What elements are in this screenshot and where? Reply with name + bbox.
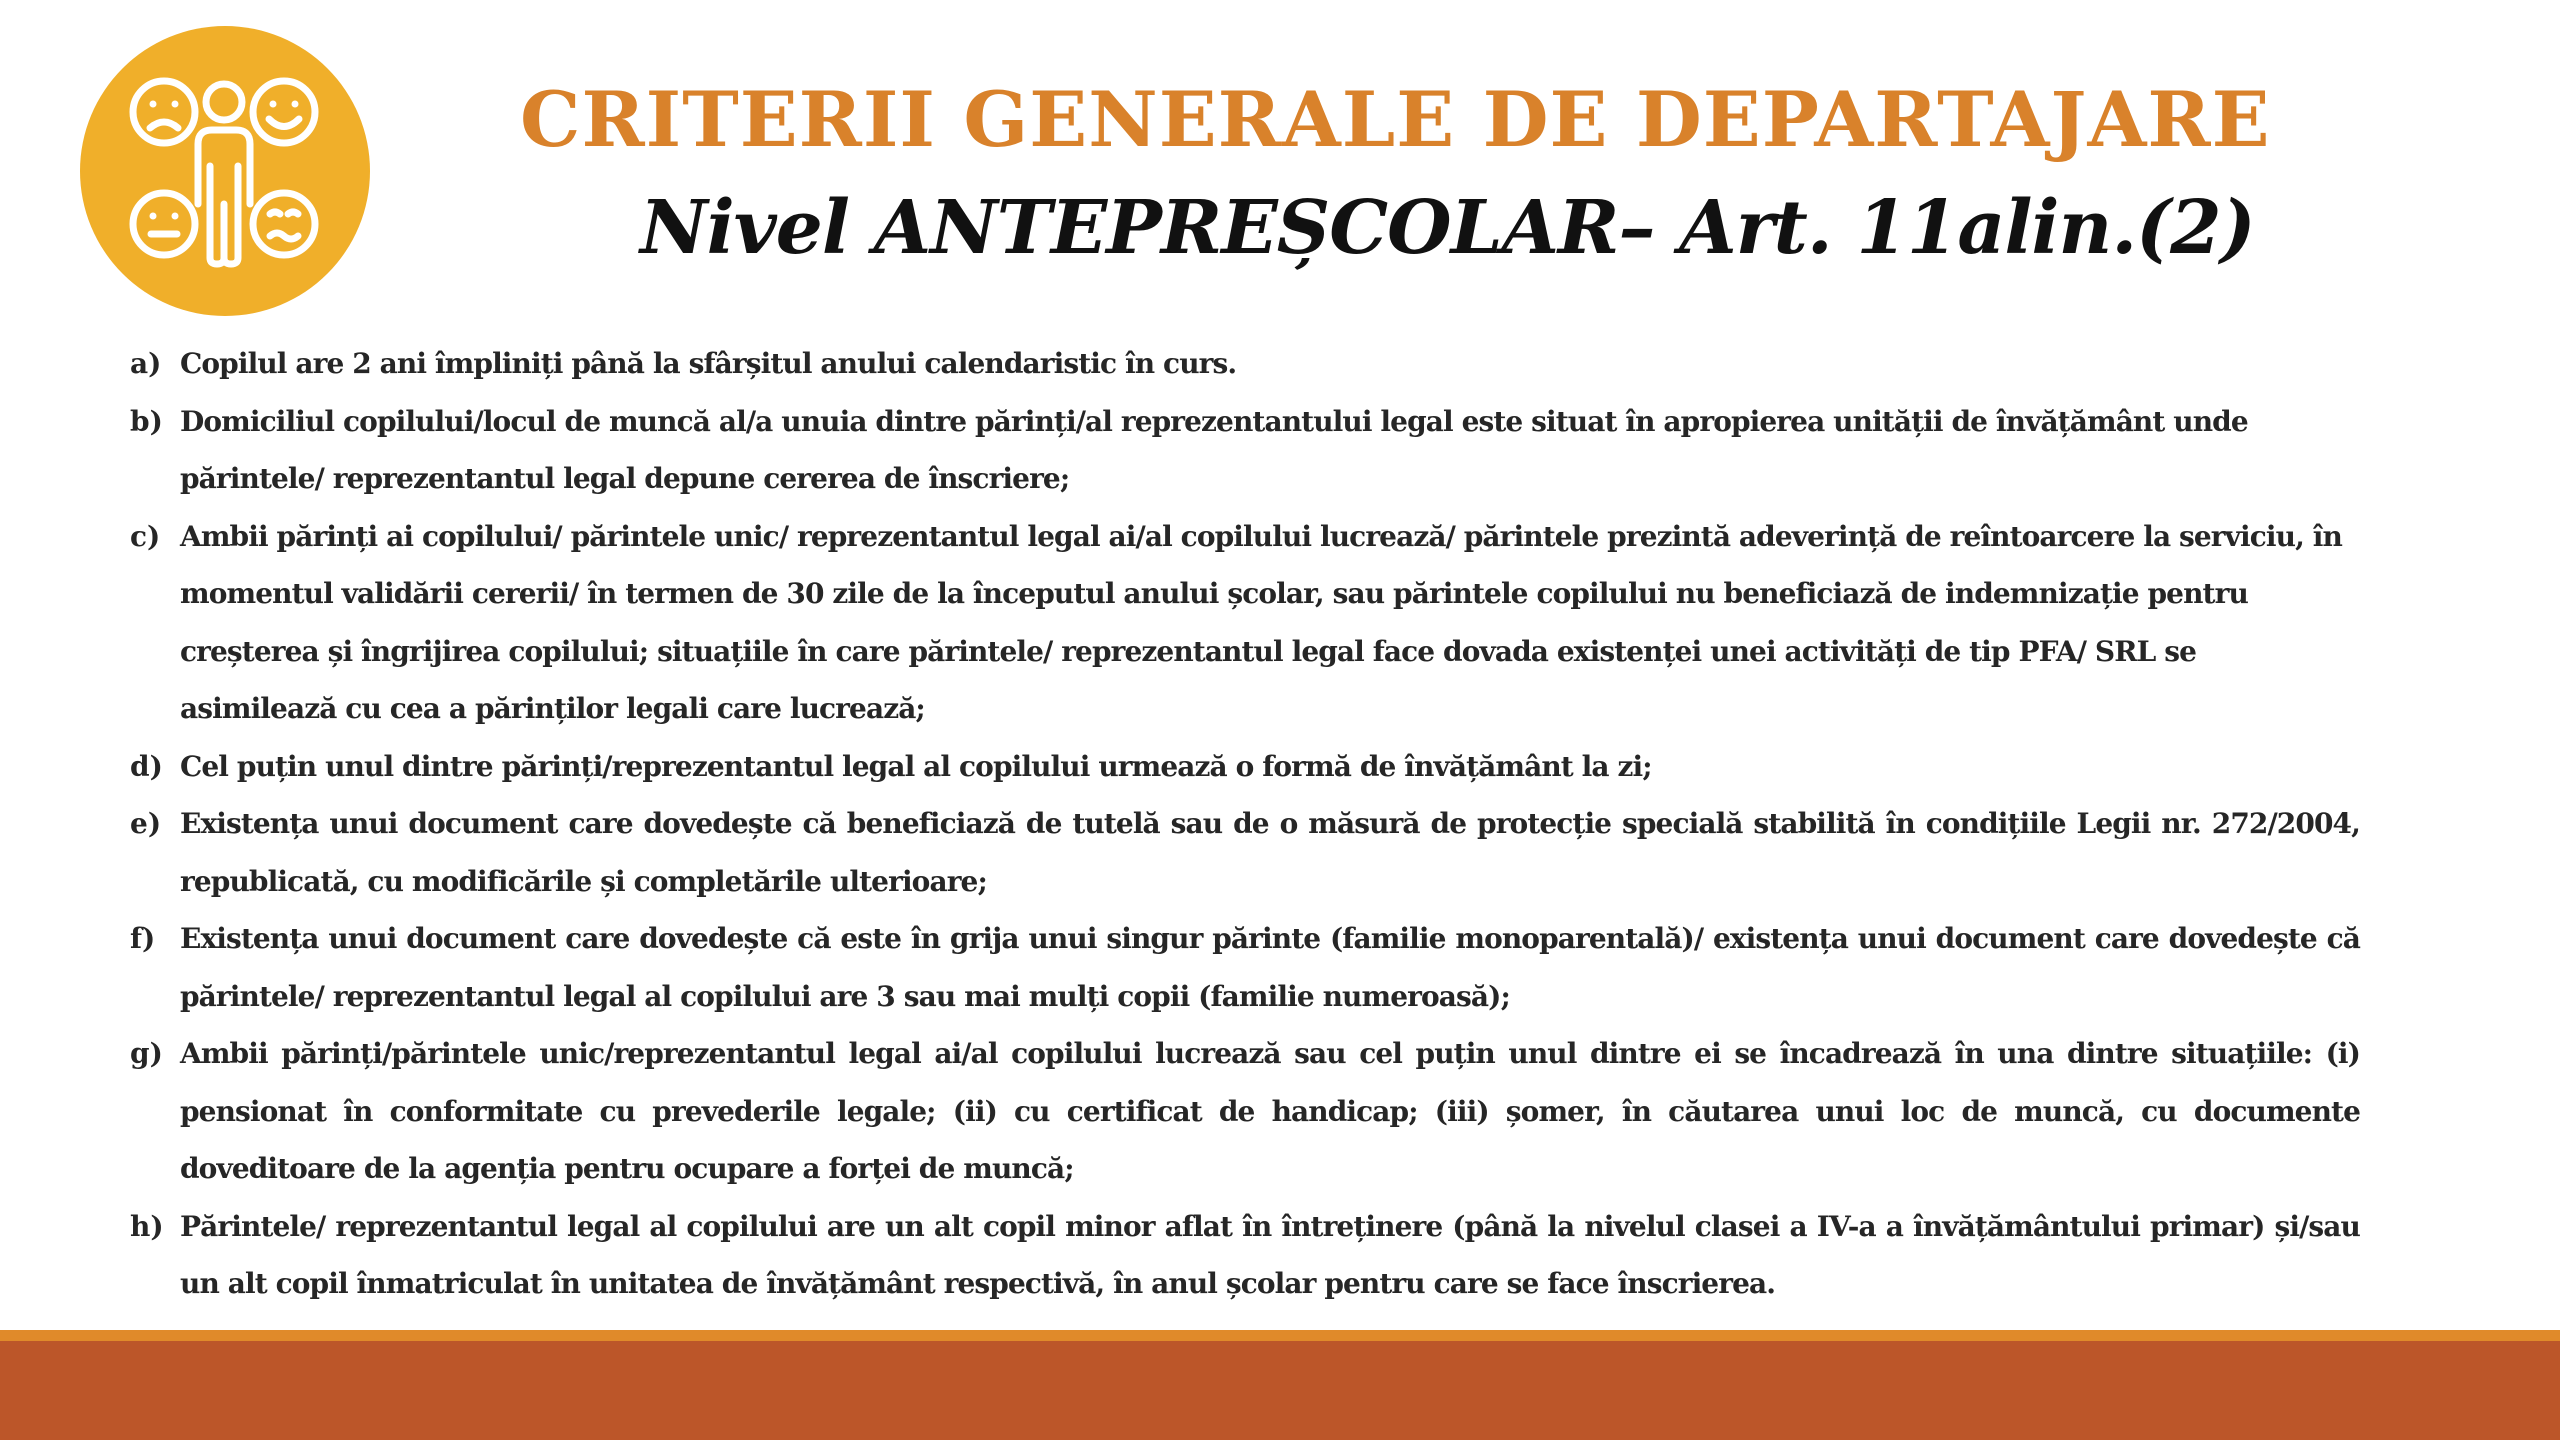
criteria-letter: b) (130, 404, 163, 438)
criteria-item (130, 1198, 2360, 1313)
page-title: CRITERII GENERALE DE DEPARTAJARE (520, 75, 2271, 164)
criteria-text: Copilul are 2 ani împliniți până la sfârșitul anului calendaristic în curs. (180, 347, 1237, 380)
criteria-letter: g) (130, 1037, 163, 1070)
criteria-letter: d) (130, 749, 163, 783)
criteria-text: Ambii părinți ai copilului/ părintele unic/ reprezentantul legal ai/al copilului lucrează/ părintele prezintă adeverință de reîntoarcere la serviciu, în momentul validării cererii/ în termen de 30 zile de la începutul anului școlar, sau părintele copilului nu beneficiază de indemnizație pentru creșterea și îngrijirea copilului; situațiile în care părintele/ reprezentantul legal face dovada existenței unei activități de tip PFA/ SRL se asimilează cu cea a părinților legali care lucrează; (180, 519, 2343, 725)
criteria-item (130, 795, 2360, 910)
criteria-text: Existența unui document care dovedește că este în grija unui singur părinte (familie monoparentală)/ existența unui document care dovedește că părintele/ reprezentantul legal al copilului are 3 sau mai mulți copii (familie numeroasă); (180, 922, 2360, 1013)
criteria-text: Domiciliul copilului/locul de muncă al/a unuia dintre părinți/al reprezentantului legal este situat în apropierea unității de învățământ unde părintele/ reprezentantul legal depune cererea de înscriere; (180, 404, 2248, 495)
criteria-item (130, 335, 2360, 393)
criteria-letter: c) (130, 519, 161, 553)
criteria-letter: e) (130, 807, 162, 840)
footer-band (0, 1341, 2560, 1440)
criteria-item (130, 508, 2360, 738)
criteria-letter: a) (130, 347, 162, 380)
criteria-item (130, 910, 2360, 1025)
criteria-list (130, 335, 2360, 1313)
criteria-item (130, 738, 2360, 796)
criteria-letter: h) (130, 1209, 164, 1243)
criteria-text: Părintele/ reprezentantul legal al copilului are un alt copil minor aflat în întreținere (până la nivelul clasei a IV-a a învățământului primar) și/sau un alt copil înmatriculat în unitatea de învățământ respectivă, în anul școlar pentru care se face înscrierea. (180, 1209, 2360, 1300)
footer-accent-line (0, 1330, 2560, 1341)
criteria-item (130, 1025, 2360, 1198)
logo-circle (80, 26, 370, 316)
criteria-text: Existența unui document care dovedește că beneficiază de tutelă sau de o măsură de protecție specială stabilită în condițiile Legii nr. 272/2004, republicată, cu modificările și completările ulterioare; (180, 807, 2360, 898)
people-emotions-icon (80, 26, 370, 316)
page-subtitle: Nivel ANTEPREȘCOLAR– Art. 11alin.(2) (640, 185, 2255, 271)
criteria-letter: f) (130, 922, 156, 955)
criteria-text: Ambii părinți/părintele unic/reprezentantul legal ai/al copilului lucrează sau cel puțin unul dintre ei se încadrează în una dintre situațiile: (i) pensionat în conformitate cu prevederile legale; (ii) cu certificat de handicap; (iii) șomer, în căutarea unui loc de muncă, cu documente doveditoare de la agenția pentru ocupare a forței de muncă; (180, 1037, 2360, 1185)
criteria-text: Cel puțin unul dintre părinți/reprezentantul legal al copilului urmează o formă de învățământ la zi; (180, 749, 1652, 783)
criteria-item (130, 393, 2360, 508)
